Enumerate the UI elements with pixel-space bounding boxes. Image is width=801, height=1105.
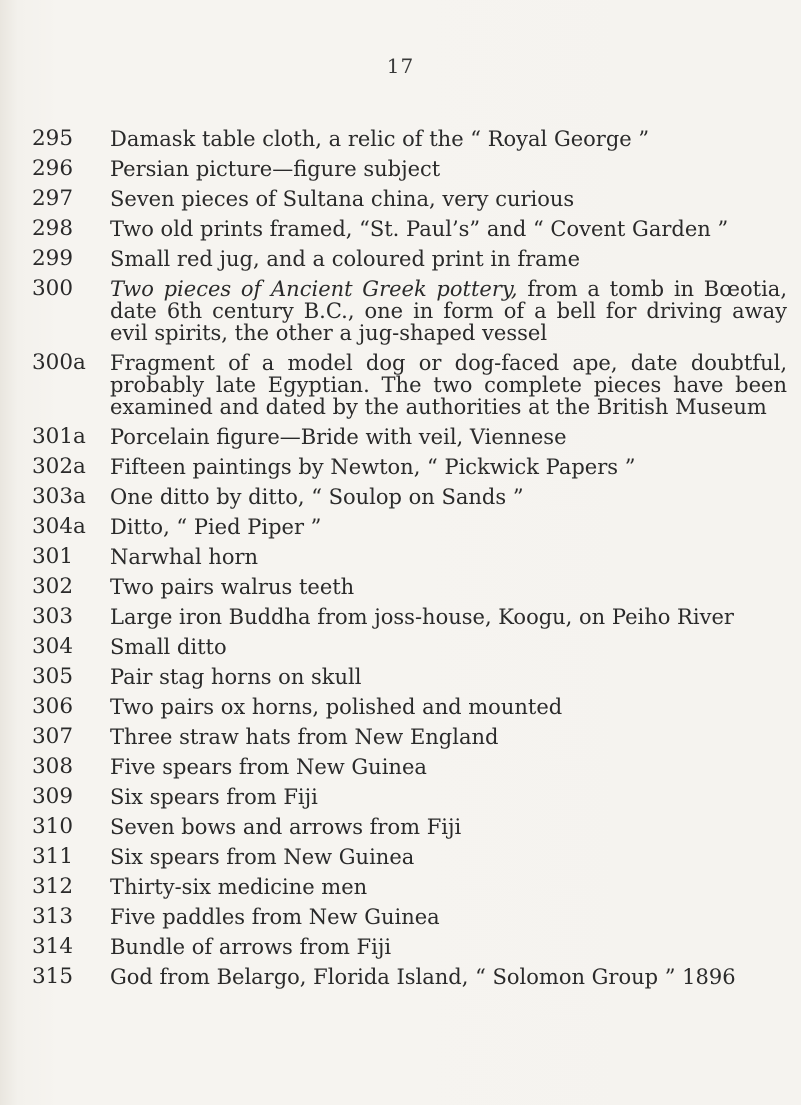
lot-description [110,278,787,344]
lot-description: Five paddles from New Guinea [110,905,440,929]
lot-item [32,218,787,240]
lot-description: Damask table cloth, a relic of the “ Royal George ” [110,127,650,151]
lot-description: Fifteen paintings by Newton, “ Pickwick Papers ” [110,455,636,479]
lot-number: 313 [32,904,74,929]
lot-number: 304a [32,514,86,539]
lot-number: 304 [32,634,74,659]
lot-description: Large iron Buddha from joss-house, Koogu, on Peiho River [110,605,734,629]
lot-item [32,936,787,958]
lot-description: One ditto by ditto, “ Soulop on Sands ” [110,485,524,509]
lot-number: 307 [32,724,74,749]
lot-number: 311 [32,844,74,869]
lot-item [32,516,787,538]
lot-number: 315 [32,964,74,989]
lot-item [32,726,787,748]
lot-number: 305 [32,664,74,689]
lot-number: 303 [32,604,74,629]
lot-description: Pair stag horns on skull [110,665,362,689]
lot-number: 310 [32,814,74,839]
lot-item [32,128,787,150]
lot-item [32,546,787,568]
lot-description: Three straw hats from New England [110,725,499,749]
lot-item [32,756,787,778]
lot-description: Porcelain figure—Bride with veil, Viennese [110,425,567,449]
lot-number: 298 [32,216,74,241]
lot-item [32,966,787,988]
lot-item [32,636,787,658]
lot-description-italic: Two pieces of Ancient Greek pottery, [110,277,518,301]
lot-item [32,456,787,478]
lot-item [32,816,787,838]
lot-description: Narwhal horn [110,545,259,569]
lot-number: 302 [32,574,74,599]
lot-description: Two pairs ox horns, polished and mounted [110,695,563,719]
lot-description: Bundle of arrows from Fiji [110,935,392,959]
lot-number: 314 [32,934,74,959]
lot-number: 297 [32,186,74,211]
lot-number: 309 [32,784,74,809]
lot-item [32,906,787,928]
lot-list [32,128,787,996]
lot-number: 300 [32,276,74,301]
lot-item [32,846,787,868]
lot-item [32,486,787,508]
lot-description-rest: from a tomb in Bœotia, date 6th century B.C., one in form of a bell for driving away evil spirits, the other a jug-shaped vessel [110,277,787,345]
lot-item [32,786,787,808]
lot-number: 303a [32,484,86,509]
lot-description: Small ditto [110,635,227,659]
lot-item [32,426,787,448]
lot-item [32,666,787,688]
lot-description: Persian picture—figure subject [110,157,441,181]
lot-item [32,278,787,344]
lot-item [32,188,787,210]
lot-item [32,158,787,180]
lot-number: 302a [32,454,86,479]
lot-number: 295 [32,126,74,151]
lot-description: Fragment of a model dog or dog-faced ape, date doubtful, probably late Egyptian. The two complete pieces have been examined and dated by the authorities at the British Museum [110,351,787,419]
lot-number: 300a [32,350,86,375]
lot-number: 301 [32,544,74,569]
lot-description: Six spears from Fiji [110,785,318,809]
lot-number: 306 [32,694,74,719]
lot-description: Six spears from New Guinea [110,845,415,869]
lot-description: Thirty-six medicine men [110,875,368,899]
page-number: 17 [386,54,415,78]
lot-description: God from Belargo, Florida Island, “ Solomon Group ” 1896 [110,965,736,989]
lot-item [32,876,787,898]
lot-number: 308 [32,754,74,779]
lot-item [32,576,787,598]
lot-item [32,606,787,628]
lot-description: Two old prints framed, “St. Paul’s” and “ Covent Garden ” [110,217,729,241]
lot-item [32,352,787,418]
lot-number: 312 [32,874,74,899]
lot-description: Seven bows and arrows from Fiji [110,815,462,839]
lot-description: Ditto, “ Pied Piper ” [110,515,322,539]
lot-item [32,248,787,270]
lot-number: 301a [32,424,86,449]
lot-number: 296 [32,156,74,181]
lot-description: Small red jug, and a coloured print in frame [110,247,580,271]
lot-description: Two pairs walrus teeth [110,575,355,599]
lot-description: Five spears from New Guinea [110,755,427,779]
lot-description: Seven pieces of Sultana china, very curious [110,187,575,211]
lot-item [32,696,787,718]
lot-number: 299 [32,246,74,271]
